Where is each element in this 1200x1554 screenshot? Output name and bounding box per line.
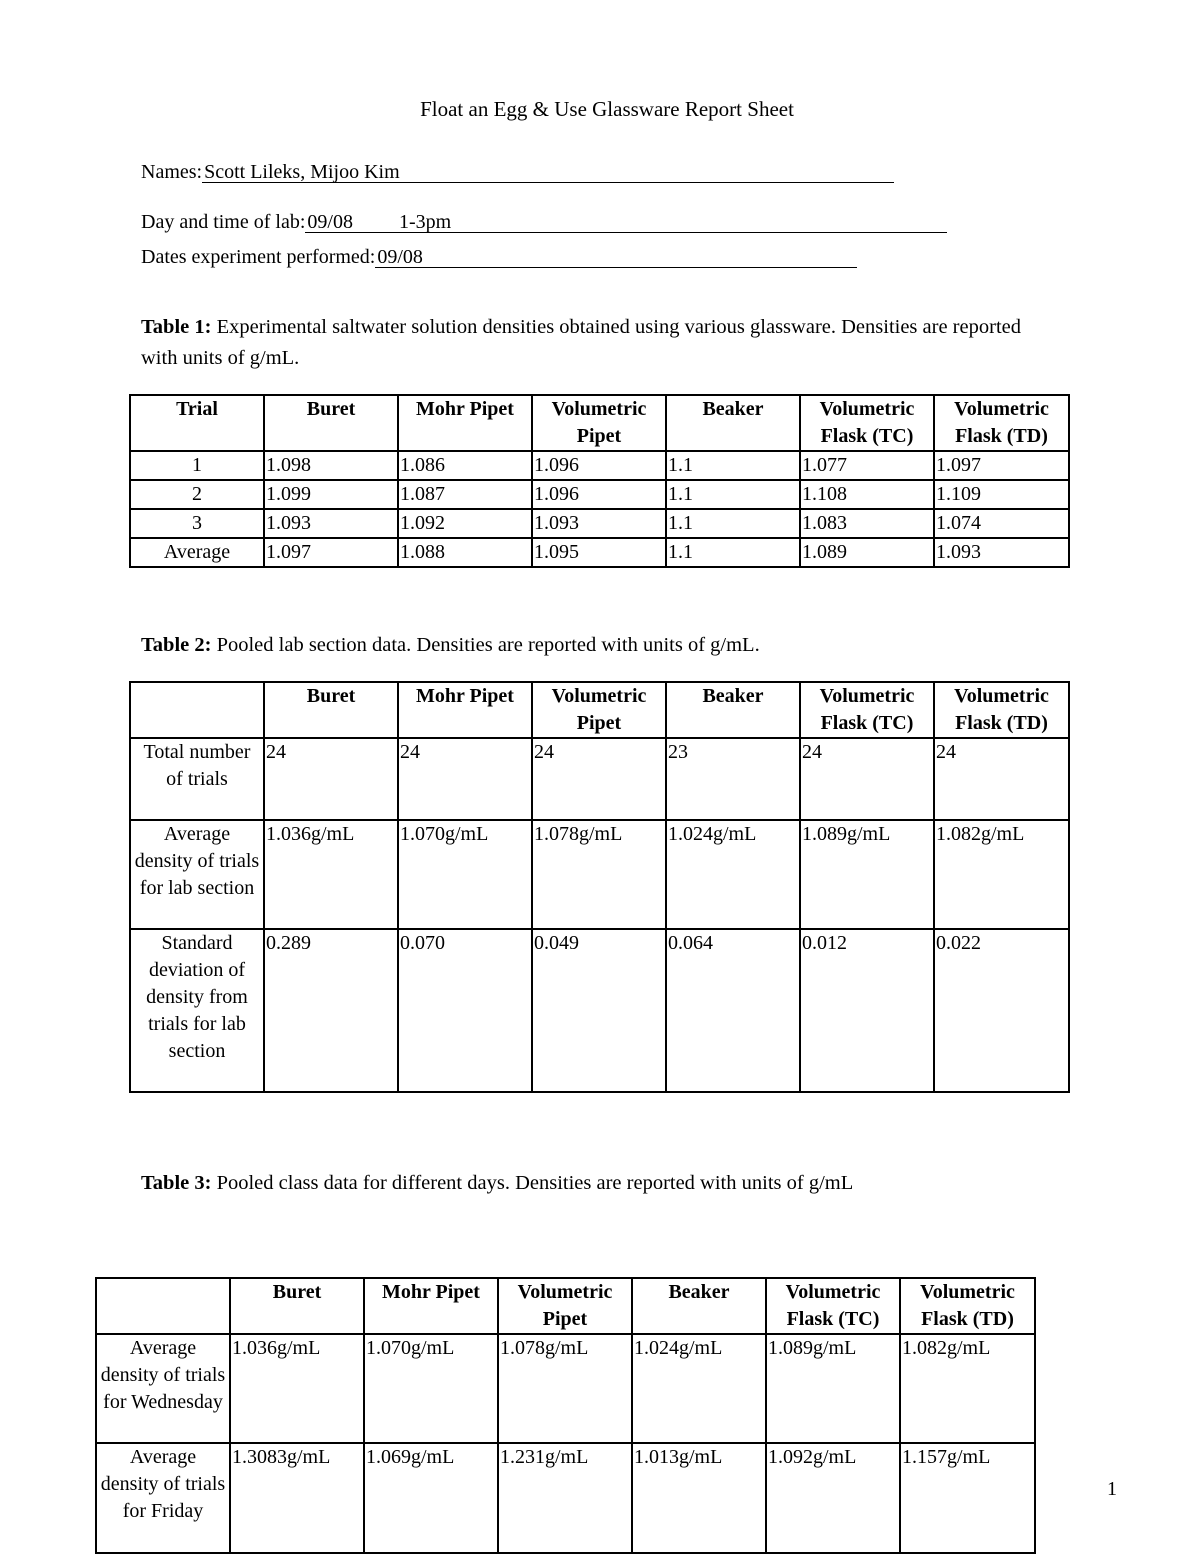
table-cell: 0.012 — [800, 929, 934, 1092]
table-cell: 24 — [398, 738, 532, 820]
names-value: Scott Lileks, Mijoo Kim — [202, 162, 894, 183]
table-cell: 1.036g/mL — [230, 1334, 364, 1443]
names-label: Names: — [141, 161, 203, 183]
table-cell: 1.108 — [800, 480, 934, 509]
table1 — [129, 394, 1070, 568]
table-cell: 1.082g/mL — [934, 820, 1069, 929]
row-label: Total number of trials — [130, 738, 264, 820]
table1-header: Beaker — [666, 395, 800, 451]
table-cell: 0.022 — [934, 929, 1069, 1092]
table2-corner — [130, 682, 264, 738]
day-label: Day and time of lab: — [141, 211, 306, 233]
table-cell: 1.069g/mL — [364, 1443, 498, 1553]
table-cell: 1.109 — [934, 480, 1069, 509]
table2-row — [130, 929, 1069, 1092]
table3-header: Volumetric Pipet — [498, 1278, 632, 1334]
table1-header: Volumetric Flask (TD) — [934, 395, 1069, 451]
table-cell: 1.097 — [264, 538, 398, 567]
table-cell: 1.024g/mL — [632, 1334, 766, 1443]
table-cell: 1.092 — [398, 509, 532, 538]
page-title: Float an Egg & Use Glassware Report Sheet — [420, 97, 794, 121]
names-field — [141, 161, 894, 184]
table-cell: 1.082g/mL — [900, 1334, 1035, 1443]
table-cell: 1.099 — [264, 480, 398, 509]
table-cell: 1.1 — [666, 509, 800, 538]
table-cell: 1.093 — [532, 509, 666, 538]
table-cell: 1.096 — [532, 451, 666, 480]
row-label: Average density of trials for Friday — [96, 1443, 230, 1553]
table3 — [95, 1277, 1036, 1554]
table3-header: Buret — [230, 1278, 364, 1334]
table-cell: 1.1 — [666, 480, 800, 509]
table3-row — [96, 1443, 1035, 1553]
table2-header: Buret — [264, 682, 398, 738]
table-cell: 1.036g/mL — [264, 820, 398, 929]
table-cell: 1.089g/mL — [766, 1334, 900, 1443]
time-value: 1-3pm — [398, 211, 452, 233]
table-cell: 0.064 — [666, 929, 800, 1092]
table-cell: 24 — [800, 738, 934, 820]
dates-value: 09/08 — [375, 247, 857, 268]
table2 — [129, 681, 1070, 1093]
table2-caption-text: Pooled lab section data. Densities are reported with units of g/mL. — [216, 634, 760, 656]
table-cell: 1.074 — [934, 509, 1069, 538]
table-cell: 1.088 — [398, 538, 532, 567]
table-cell: 0.049 — [532, 929, 666, 1092]
table2-row — [130, 738, 1069, 820]
table3-caption-text: Pooled class data for different days. Densities are reported with units of g/mL — [216, 1172, 854, 1194]
table-cell: 1.070g/mL — [398, 820, 532, 929]
table1-header: Volumetric Flask (TC) — [800, 395, 934, 451]
table-cell: 23 — [666, 738, 800, 820]
table1-row — [130, 509, 1069, 538]
table1-caption-text: Experimental saltwater solution densities obtained using various glassware. Densities are reported with units of g/mL. — [141, 316, 1021, 369]
table1-corner: Trial — [130, 395, 264, 451]
table-cell: 1.089g/mL — [800, 820, 934, 929]
table-cell: 1.093 — [934, 538, 1069, 567]
table-cell: 1.078g/mL — [532, 820, 666, 929]
table2-row — [130, 820, 1069, 929]
day-value: 09/08 — [307, 211, 353, 233]
table3-header: Mohr Pipet — [364, 1278, 498, 1334]
table-cell: 1.096 — [532, 480, 666, 509]
table1-row — [130, 480, 1069, 509]
table-cell: 1.098 — [264, 451, 398, 480]
table-cell: 1.077 — [800, 451, 934, 480]
table-cell: 1.024g/mL — [666, 820, 800, 929]
day-time-field — [141, 211, 947, 234]
table-cell: 1.3083g/mL — [230, 1443, 364, 1553]
table-cell: 1.157g/mL — [900, 1443, 1035, 1553]
table2-header: Mohr Pipet — [398, 682, 532, 738]
table-cell: 1.089 — [800, 538, 934, 567]
table1-header: Mohr Pipet — [398, 395, 532, 451]
table2-caption — [141, 630, 1061, 661]
table2-caption-label: Table 2: — [141, 634, 212, 656]
row-label: 3 — [130, 509, 264, 538]
table-cell: 0.070 — [398, 929, 532, 1092]
table-cell: 1.1 — [666, 538, 800, 567]
table-cell: 1.093 — [264, 509, 398, 538]
row-label: 1 — [130, 451, 264, 480]
page-number: 1 — [1107, 1478, 1117, 1500]
day-time-value — [305, 212, 947, 233]
table-cell: 1.083 — [800, 509, 934, 538]
table-cell: 1.013g/mL — [632, 1443, 766, 1553]
table3-row — [96, 1334, 1035, 1443]
table-cell: 24 — [934, 738, 1069, 820]
table-cell: 1.231g/mL — [498, 1443, 632, 1553]
table1-caption-label: Table 1: — [141, 316, 212, 338]
row-label: Average — [130, 538, 264, 567]
table3-caption — [141, 1168, 1061, 1199]
table1-header: Volumetric Pipet — [532, 395, 666, 451]
table3-caption-label: Table 3: — [141, 1172, 212, 1194]
dates-label: Dates experiment performed: — [141, 246, 376, 268]
table-cell: 1.070g/mL — [364, 1334, 498, 1443]
row-label: Average density of trials for lab section — [130, 820, 264, 929]
table3-header: Volumetric Flask (TC) — [766, 1278, 900, 1334]
table1-row — [130, 538, 1069, 567]
table1-row — [130, 451, 1069, 480]
table-cell: 0.289 — [264, 929, 398, 1092]
table2-header: Beaker — [666, 682, 800, 738]
table1-header: Buret — [264, 395, 398, 451]
table-cell: 1.087 — [398, 480, 532, 509]
table-cell: 24 — [264, 738, 398, 820]
table-cell: 1.078g/mL — [498, 1334, 632, 1443]
table2-header: Volumetric Flask (TD) — [934, 682, 1069, 738]
table-cell: 1.095 — [532, 538, 666, 567]
table-cell: 1.097 — [934, 451, 1069, 480]
row-label: Standard deviation of density from trials for lab section — [130, 929, 264, 1092]
table2-header: Volumetric Flask (TC) — [800, 682, 934, 738]
table-cell: 1.086 — [398, 451, 532, 480]
table-cell: 1.1 — [666, 451, 800, 480]
row-label: Average density of trials for Wednesday — [96, 1334, 230, 1443]
table-cell: 24 — [532, 738, 666, 820]
dates-field — [141, 246, 857, 269]
row-label: 2 — [130, 480, 264, 509]
table1-caption — [141, 312, 1061, 374]
table3-corner — [96, 1278, 230, 1334]
table2-header: Volumetric Pipet — [532, 682, 666, 738]
table3-header: Volumetric Flask (TD) — [900, 1278, 1035, 1334]
table-cell: 1.092g/mL — [766, 1443, 900, 1553]
table3-header: Beaker — [632, 1278, 766, 1334]
